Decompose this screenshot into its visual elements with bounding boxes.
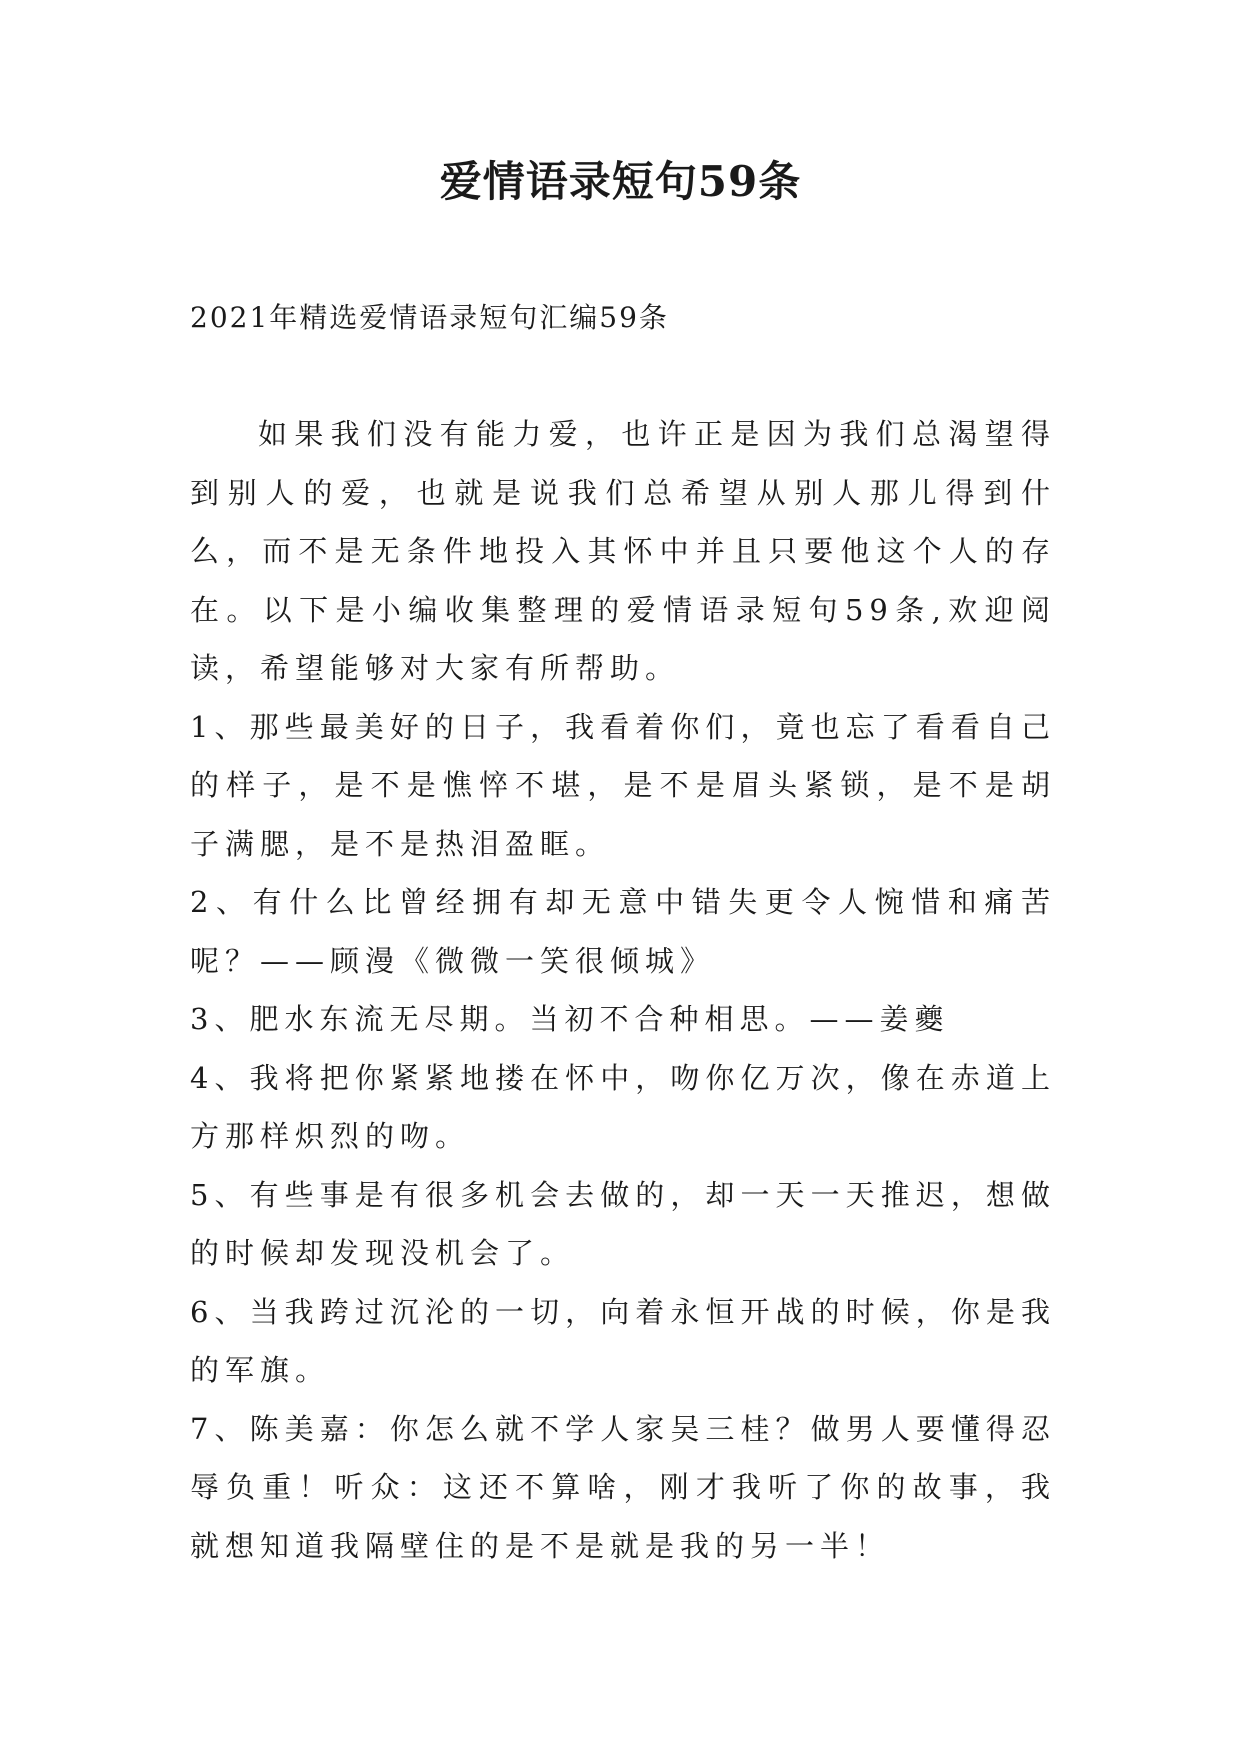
intro-paragraph: 如果我们没有能力爱，也许正是因为我们总渴望得到别人的爱，也就是说我们总希望从别人那儿得到什么，而不是无条件地投入其怀中并且只要他这个人的存在。以下是小编收集整理的爱情语录短句59条,欢迎阅读，希望能够对大家有所帮助。 [190, 417, 1056, 685]
quote-item-6: 6、当我跨过沉沦的一切，向着永恒开战的时候，你是我的军旗。 [190, 1294, 1056, 1387]
quote-item-2: 2、有什么比曾经拥有却无意中错失更令人惋惜和痛苦呢？——顾漫《微微一笑很倾城》 [190, 885, 1056, 978]
quote-item-4: 4、我将把你紧紧地搂在怀中，吻你亿万次，像在赤道上方那样炽烈的吻。 [190, 1060, 1056, 1153]
quote-item-5: 5、有些事是有很多机会去做的，却一天一天推迟，想做的时候却发现没机会了。 [190, 1177, 1056, 1270]
quote-item-1: 1、那些最美好的日子，我看着你们，竟也忘了看看自己的样子，是不是憔悴不堪，是不是眉头紧锁，是不是胡子满腮，是不是热泪盈眶。 [190, 709, 1056, 861]
quote-item-7: 7、陈美嘉：你怎么就不学人家吴三桂？做男人要懂得忍辱负重！听众：这还不算啥，刚才我听了你的故事，我就想知道我隔壁住的是不是就是我的另一半！ [190, 1411, 1056, 1563]
quote-item-3: 3、肥水东流无尽期。当初不合种相思。——姜夔 [190, 1002, 950, 1036]
document-title: 爱情语录短句59条 [439, 157, 802, 206]
document-subtitle: 2021年精选爱情语录短句汇编59条 [190, 301, 669, 334]
document-body [190, 405, 1056, 1575]
